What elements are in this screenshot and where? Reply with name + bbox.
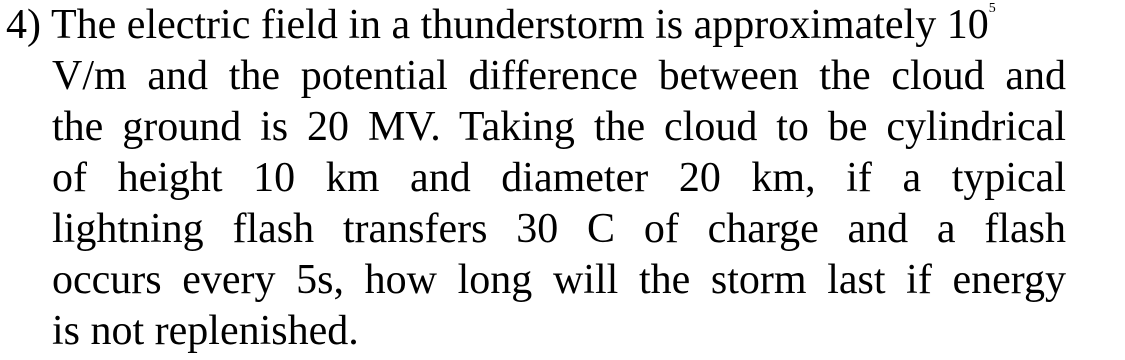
- line-text: The electric field in a thunderstorm is approximately 10: [51, 2, 989, 48]
- problem-line-5: lightning flash transfers 30 C of charge and a flash: [52, 206, 1066, 252]
- problem-number: 4): [6, 2, 41, 48]
- problem-line-1: [6, 0, 1066, 51]
- exponent: 5: [988, 1, 996, 16]
- problem-line-4: of height 10 km and diameter 20 km, if a typical: [52, 155, 1066, 201]
- problem-line-7: is not replenished.: [52, 308, 359, 354]
- problem-line-2: V/m and the potential difference between the cloud and: [52, 53, 1066, 99]
- problem-text: [6, 0, 1066, 357]
- problem-line-3: the ground is 20 MV. Taking the cloud to be cylindrical: [52, 104, 1066, 150]
- problem-line-6: occurs every 5s, how long will the storm last if energy: [52, 257, 1066, 303]
